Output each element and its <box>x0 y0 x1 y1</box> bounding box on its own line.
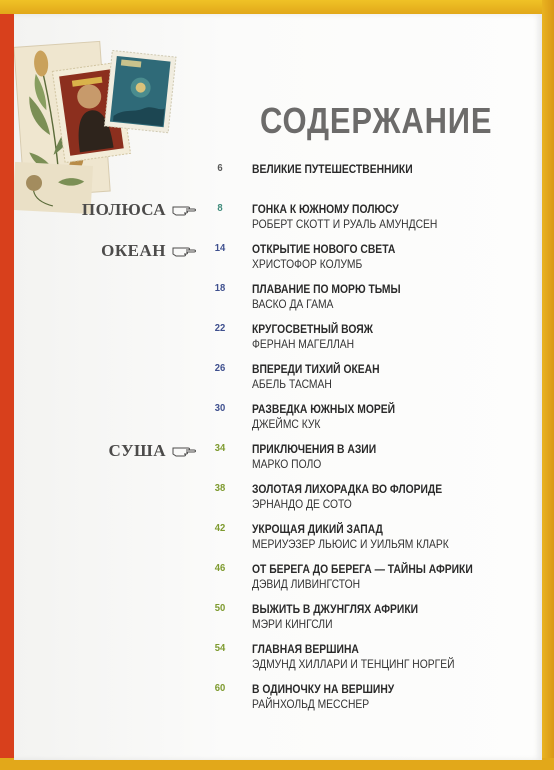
toc-entry[interactable] <box>14 402 542 436</box>
yellow-frame-right <box>542 0 554 770</box>
page-number: 18 <box>214 282 226 294</box>
toc-entry[interactable] <box>14 482 542 516</box>
yellow-frame-top <box>0 0 554 14</box>
toc-entry[interactable] <box>14 522 542 556</box>
entry-title: ВПЕРЕДИ ТИХИЙ ОКЕАН <box>252 362 380 376</box>
entry-title: РАЗВЕДКА ЮЖНЫХ МОРЕЙ <box>252 402 396 416</box>
entry-subtitle: ЭРНАНДО ДЕ СОТО <box>252 497 352 511</box>
contents-page <box>14 14 542 760</box>
page-number: 22 <box>214 322 226 334</box>
toc-entry[interactable] <box>14 602 542 636</box>
toc-entry[interactable] <box>14 682 542 716</box>
entry-subtitle: ФЕРНАН МАГЕЛЛАН <box>252 337 355 351</box>
entry-subtitle: МАРКО ПОЛО <box>252 457 322 471</box>
entry-title: ЗОЛОТАЯ ЛИХОРАДКА ВО ФЛОРИДЕ <box>252 482 443 496</box>
page-number: 8 <box>217 202 223 214</box>
entry-title: ВЫЖИТЬ В ДЖУНГЛЯХ АФРИКИ <box>252 602 419 616</box>
page-number: 54 <box>214 642 226 654</box>
toc-entry[interactable] <box>14 242 542 276</box>
section-label-land: СУША <box>108 441 166 460</box>
page-number: 30 <box>214 402 226 414</box>
page-number: 6 <box>217 162 223 174</box>
page-number: 42 <box>214 522 226 534</box>
page-number: 60 <box>214 682 226 694</box>
entry-title: ГОНКА К ЮЖНОМУ ПОЛЮСУ <box>252 202 399 216</box>
entry-subtitle: РОБЕРТ СКОТТ И РУАЛЬ АМУНДСЕН <box>252 217 438 231</box>
entry-title: ПЛАВАНИЕ ПО МОРЮ ТЬМЫ <box>252 282 401 296</box>
page-number: 38 <box>214 482 226 494</box>
entry-subtitle: РАЙНХОЛЬД МЕССНЕР <box>252 697 370 711</box>
toc-entry[interactable] <box>14 202 542 236</box>
page-number: 14 <box>214 242 226 254</box>
toc-entry[interactable] <box>14 442 542 476</box>
entry-subtitle: АБЕЛЬ ТАСМАН <box>252 377 332 391</box>
page-number: 26 <box>214 362 226 374</box>
toc-entry[interactable] <box>14 642 542 676</box>
toc-entry[interactable] <box>14 162 542 196</box>
page-number: 46 <box>214 562 226 574</box>
entry-title: УКРОЩАЯ ДИКИЙ ЗАПАД <box>252 522 383 536</box>
entry-subtitle: ХРИСТОФОР КОЛУМБ <box>252 257 363 271</box>
page-number: 50 <box>214 602 226 614</box>
entry-title: КРУГОСВЕТНЫЙ ВОЯЖ <box>252 322 373 336</box>
toc-entry[interactable] <box>14 322 542 356</box>
entry-title: ПРИКЛЮЧЕНИЯ В АЗИИ <box>252 442 377 456</box>
page-title: СОДЕРЖАНИЕ <box>260 100 493 141</box>
toc-entry[interactable] <box>14 362 542 396</box>
entry-subtitle: ДЖЕЙМС КУК <box>252 417 321 431</box>
entry-subtitle: ДЭВИД ЛИВИНГСТОН <box>252 577 361 591</box>
section-label-ocean: ОКЕАН <box>101 241 166 260</box>
entry-subtitle: МЕРИУЭЗЕР ЛЬЮИС И УИЛЬЯМ КЛАРК <box>252 537 449 551</box>
entry-subtitle: ЭДМУНД ХИЛЛАРИ И ТЕНЦИНГ НОРГЕЙ <box>252 657 455 671</box>
entry-subtitle: МЭРИ КИНГСЛИ <box>252 617 333 631</box>
toc-entry[interactable] <box>14 562 542 596</box>
underwater-stamp <box>104 50 176 132</box>
entry-title: В ОДИНОЧКУ НА ВЕРШИНУ <box>252 682 395 696</box>
entry-subtitle: ВАСКО ДА ГАМА <box>252 297 334 311</box>
toc-entry[interactable] <box>14 282 542 316</box>
entry-title: ГЛАВНАЯ ВЕРШИНА <box>252 642 359 656</box>
page-number: 34 <box>214 442 226 454</box>
entry-title: ОТ БЕРЕГА ДО БЕРЕГА — ТАЙНЫ АФРИКИ <box>252 562 473 576</box>
section-label-poles: ПОЛЮСА <box>81 200 166 219</box>
entry-title: ВЕЛИКИЕ ПУТЕШЕСТВЕННИКИ <box>252 162 413 176</box>
stamp-collage-illustration <box>14 14 214 229</box>
entry-title: ОТКРЫТИЕ НОВОГО СВЕТА <box>252 242 396 256</box>
